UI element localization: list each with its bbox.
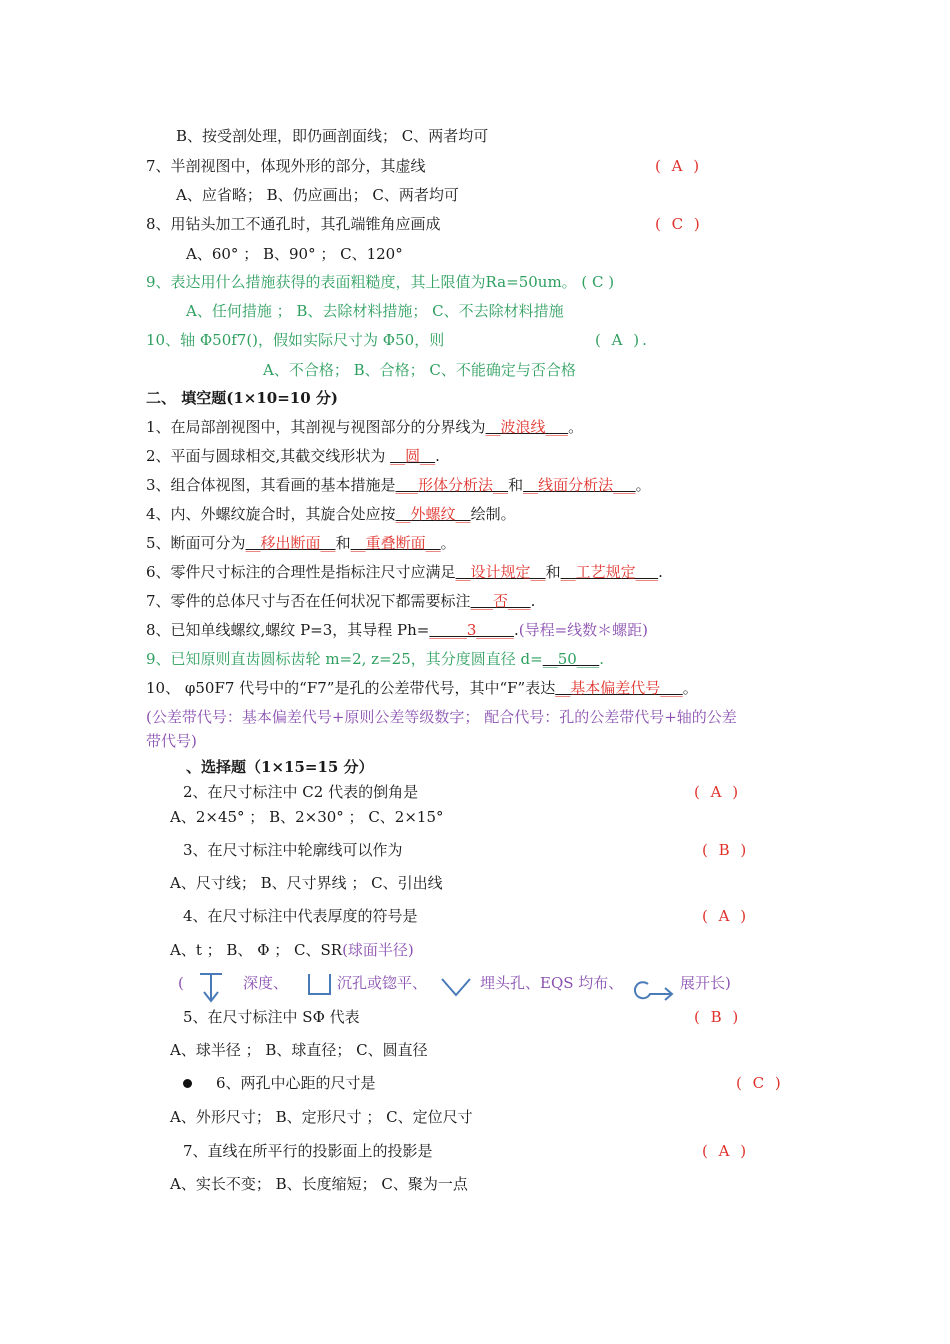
fill-7: 7、零件的总体尺寸与否在任何状况下都需要标注___否___. — [146, 592, 536, 610]
options-9: A、任何措施 ； B、去除材料措施； C、不去除材料措施 — [186, 302, 564, 320]
symbol-open: ( — [178, 974, 184, 992]
fill-1: 1、在局部剖视图中，其剖视与视图部分的分界线为__波浪线___。 — [146, 418, 584, 436]
symbol-counterbore-label: 沉孔或锪平、 — [337, 974, 428, 992]
fill-9: 9、已知原则直齿圆标齿轮 m=2, z=25，其分度圆直径 d=__50___. — [146, 650, 605, 668]
unfold-symbol-icon — [634, 980, 676, 1002]
blank-answer: __波浪线___ — [485, 418, 569, 436]
question-10: 10、轴 Φ50f7()，假如实际尺寸为 Φ50，则 — [146, 331, 445, 349]
blank-answer: _____3_____ — [429, 621, 514, 639]
fill-4: 4、内、外螺纹旋合时，其旋合处应按__外螺纹__绘制。 — [146, 505, 516, 523]
section-title-choice: 、选择题（1×15=15 分） — [186, 758, 374, 776]
symbol-countersink-label: 埋头孔、EQS 均布、 — [480, 974, 624, 992]
note: (导程=线数＊螺距) — [518, 621, 648, 639]
choice-5: 5、在尺寸标注中 SΦ 代表 — [183, 1008, 360, 1026]
fill-2: 2、平面与圆球相交,其截交线形状为 __圆__. — [146, 447, 440, 465]
counterbore-symbol-icon — [306, 972, 334, 998]
answer: ( B ) — [694, 1008, 742, 1026]
blank-answer: __外螺纹__ — [395, 505, 471, 523]
choice-6-options: A、外形尺寸； B、定形尺寸 ； C、定位尺寸 — [170, 1108, 473, 1126]
blank-answer: __基本偏差代号___ — [555, 679, 683, 697]
choice-7-options: A、实长不变； B、长度缩短； C、聚为一点 — [170, 1175, 468, 1193]
option-line: B、按受剖处理，即仍画剖面线； C、两者均可 — [176, 127, 489, 145]
symbol-depth-label: 深度、 — [243, 974, 289, 992]
blank-answer: __线面分析法___ — [523, 476, 636, 494]
answer: ( A ) — [694, 783, 742, 801]
blank-answer: __重叠断面__ — [350, 534, 441, 552]
options-10: A、不合格； B、合格； C、不能确定与否合格 — [263, 361, 576, 379]
note-line-2: 带代号) — [146, 732, 197, 750]
choice-6: 6、两孔中心距的尺寸是 — [216, 1074, 376, 1092]
bullet-icon — [183, 1079, 192, 1088]
depth-symbol-icon — [198, 970, 228, 1006]
answer: ( A ) — [655, 157, 703, 175]
choice-5-options: A、球半径 ； B、球直径； C、圆直径 — [170, 1041, 428, 1059]
choice-4-options: A、t ； B、 Φ ； C、SR(球面半径) — [170, 941, 414, 959]
choice-4: 4、在尺寸标注中代表厚度的符号是 — [183, 907, 418, 925]
choice-3-options: A、尺寸线； B、尺寸界线 ； C、引出线 — [170, 874, 443, 892]
blank-answer: ___否___ — [470, 592, 531, 610]
answer: ( A ) — [702, 1142, 750, 1160]
fill-5: 5、断面可分为__移出断面__和__重叠断面__。 — [146, 534, 456, 552]
blank-answer: __移出断面__ — [245, 534, 336, 552]
answer: ( A ) — [702, 907, 750, 925]
section-title-fill: 二、 填空题(1×10=10 分) — [146, 389, 338, 407]
symbol-unfold-label: 展开长) — [680, 974, 731, 992]
countersink-symbol-icon — [440, 976, 472, 998]
options-8: A、60° ； B、90° ； C、120° — [186, 245, 403, 263]
answer: ( C ) — [736, 1074, 784, 1092]
blank-answer: __工艺规定___ — [560, 563, 659, 581]
blank-answer: __设计规定__ — [455, 563, 546, 581]
choice-2: 2、在尺寸标注中 C2 代表的倒角是 — [183, 783, 419, 801]
choice-3: 3、在尺寸标注中轮廓线可以作为 — [183, 841, 403, 859]
choice-7: 7、直线在所平行的投影面上的投影是 — [183, 1142, 433, 1160]
blank-answer: __圆__ — [390, 447, 436, 465]
question-9: 9、表达用什么措施获得的表面粗糙度，其上限值为Ra=50um。 ( C ) — [146, 273, 615, 291]
fill-3: 3、组合体视图，其看画的基本措施是___形体分析法__和__线面分析法___。 — [146, 476, 651, 494]
question-7: 7、半剖视图中，体现外形的部分，其虚线 — [146, 157, 426, 175]
answer: ( C ) — [655, 215, 703, 233]
options-7: A、应省略； B、仍应画出； C、两者均可 — [176, 186, 459, 204]
note-line-1: (公差带代号：基本偏差代号+原则公差等级数字； 配合代号：孔的公差带代号+轴的公差 — [146, 708, 737, 726]
blank-answer: ___形体分析法__ — [395, 476, 509, 494]
answer: ( A ). — [595, 331, 650, 349]
choice-2-options: A、2×45° ； B、2×30° ； C、2×15° — [170, 808, 444, 826]
fill-6: 6、零件尺寸标注的合理性是指标注尺寸应满足__设计规定__和__工艺规定___. — [146, 563, 663, 581]
answer: ( B ) — [702, 841, 750, 859]
fill-10: 10、 φ50F7 代号中的“F7”是孔的公差带代号，其中“F”表达__基本偏差代号___。 — [146, 679, 698, 697]
fill-8: 8、已知单线螺纹,螺纹 P=3，其导程 Ph=_____3_____.(导程=线数＊螺距) — [146, 621, 648, 639]
question-8: 8、用钻头加工不通孔时，其孔端锥角应画成 — [146, 215, 441, 233]
blank-answer: __50___ — [542, 650, 600, 668]
